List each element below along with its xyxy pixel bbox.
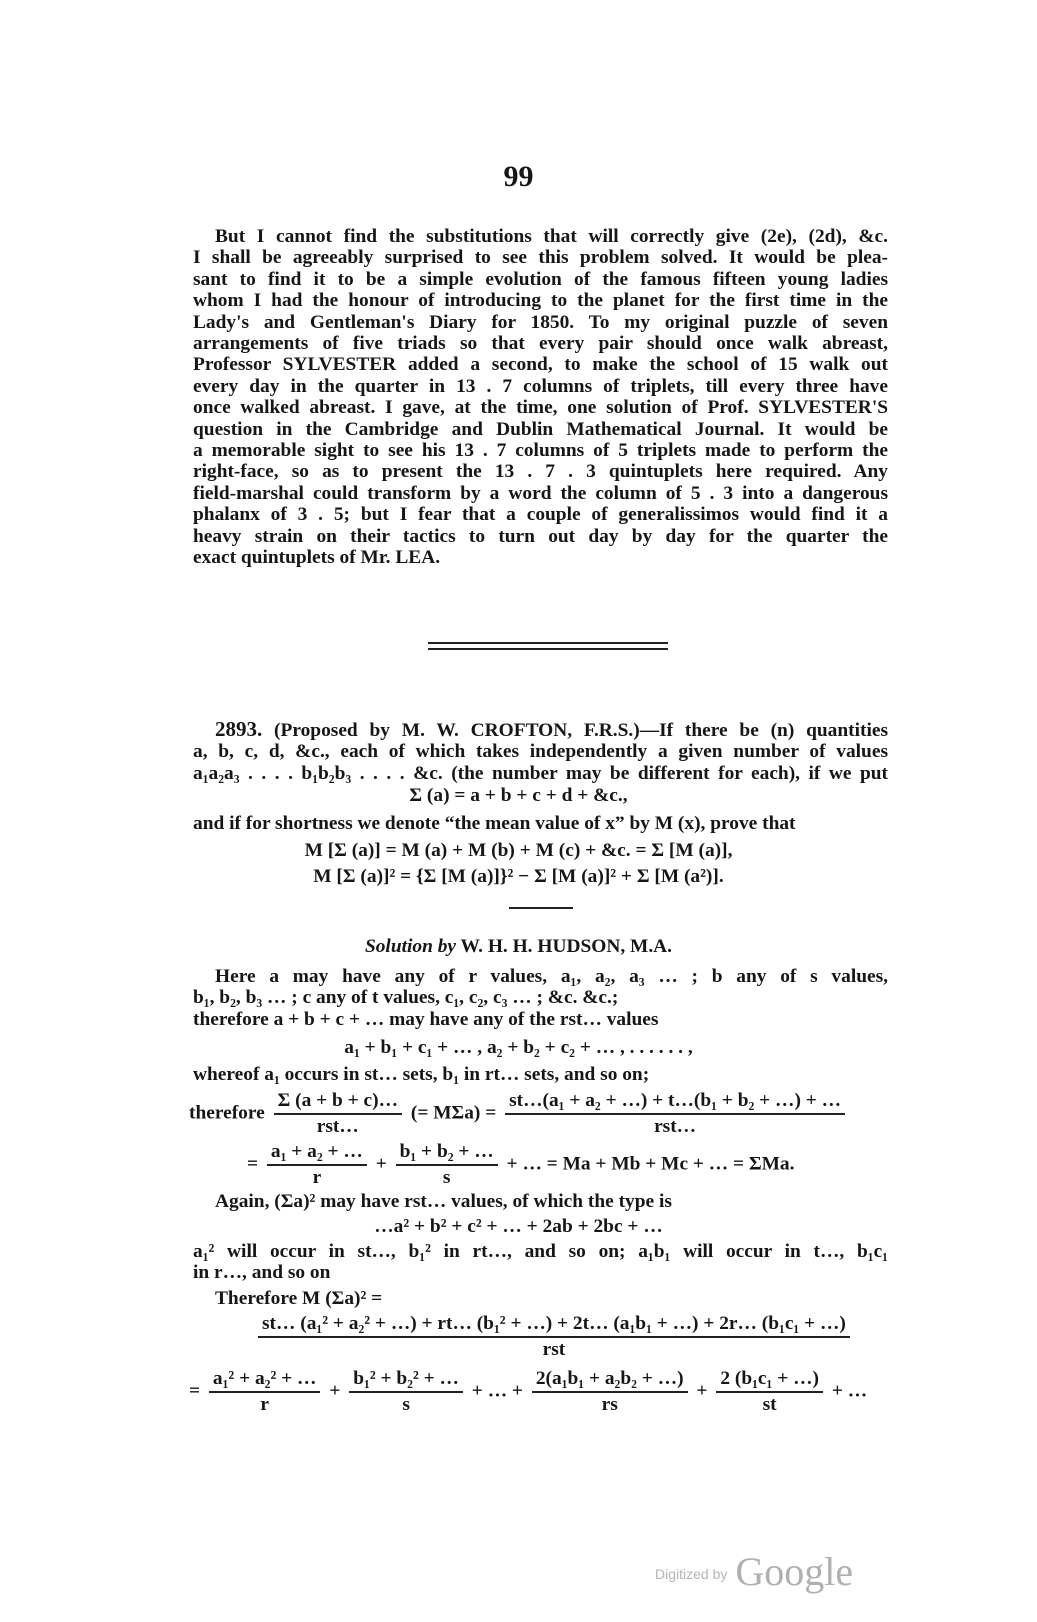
formula-line-1 <box>189 1090 849 1138</box>
whereof-line <box>193 1064 888 1085</box>
equation-1: M [Σ (a)] = M (a) + M (b) + M (c) + &c. = Σ [M (a)], <box>304 840 733 861</box>
numerator: Σ (a + b + c)… <box>274 1090 402 1115</box>
section-divider-top <box>428 642 668 644</box>
short-divider <box>509 907 573 909</box>
digitized-by-google-watermark <box>655 1548 853 1595</box>
text-line: a₁a₂a₃ . . . . b₁b₂b₃ . . . . &c. (the number may be different for each), if we put <box>193 762 888 784</box>
text-line: therefore a + b + c + … may have any of the rst… values <box>193 1008 659 1030</box>
watermark-prefix: Digitized by <box>655 1566 728 1582</box>
text-line: a₁² will occur in st…, b₁² in rt…, and so on; a₁b₁ will occur in t…, b₁c₁ <box>193 1241 888 1262</box>
text-line: a memorable sight to see his 13 . 7 columns of 5 triplets made to perform the <box>193 440 888 462</box>
formula-text: = <box>247 1153 259 1175</box>
formula-text: (= MΣa) = <box>410 1102 497 1124</box>
question-first-line <box>193 719 888 741</box>
fraction <box>396 1141 498 1189</box>
text-line: a, b, c, d, &c., each of which takes independently a given number of values <box>193 741 888 763</box>
fraction <box>267 1141 367 1189</box>
numerator: b₁² + b₂² + … <box>349 1368 463 1393</box>
formula-text: = <box>189 1380 201 1402</box>
sum-definition: Σ (a) = a + b + c + d + &c., <box>409 785 628 806</box>
text-line: Again, (Σa)² may have rst… values, of which the type is <box>215 1191 672 1212</box>
google-logo: Google <box>735 1549 854 1594</box>
text-line: I shall be agreeably surprised to see this problem solved. It would be plea- <box>193 247 888 269</box>
denominator: rst… <box>316 1116 359 1137</box>
intro-paragraph <box>193 226 888 569</box>
therefore-line <box>193 1288 888 1309</box>
denominator: rs <box>601 1394 618 1415</box>
question-paragraph <box>193 719 888 784</box>
solution-heading <box>0 936 1037 958</box>
solution-paragraph <box>193 966 888 1030</box>
solution-label: Solution by <box>364 936 457 957</box>
numerator: 2 (b₁c₁ + …) <box>716 1368 823 1393</box>
fraction <box>505 1090 845 1138</box>
page-number: 99 <box>503 160 534 193</box>
text-line: right-face, so as to present the 13 . 7 . 3 quintuplets here required. Any <box>193 461 888 483</box>
values-line: a₁ + b₁ + c₁ + … , a₂ + b₂ + c₂ + … , . . . . . . , <box>344 1037 693 1058</box>
denominator: r <box>312 1167 322 1188</box>
text-line: and if for shortness we denote “the mean value of x” by M (x), prove that <box>193 813 796 834</box>
formula-text: + … <box>831 1380 868 1402</box>
text-line: whom I had the honour of introducing to the planet for the first time in the <box>193 290 888 312</box>
fraction <box>349 1368 463 1416</box>
formula-line-3 <box>258 1313 850 1361</box>
text-line: sant to find it to be a simple evolution of the famous fifteen young ladies <box>193 268 888 290</box>
formula-line-2 <box>247 1141 794 1189</box>
fraction <box>274 1090 402 1138</box>
text-line: every day in the quarter in 13 . 7 columns of triplets, till every three have <box>193 375 888 397</box>
text-line: exact quintuplets of Mr. LEA. <box>193 547 441 569</box>
denominator: s <box>402 1394 410 1415</box>
denominator: rst <box>542 1339 566 1360</box>
type-line: …a² + b² + c² + … + 2ab + 2bc + … <box>374 1216 663 1237</box>
section-divider-bottom <box>428 648 668 650</box>
text-line: phalanx of 3 . 5; but I fear that a couple of generalissimos would find it a <box>193 504 888 526</box>
text-line: b₁, b₂, b₃ … ; c any of t values, c₁, c₂, c₃ … ; &c. &c.; <box>193 987 619 1009</box>
formula-text: + <box>375 1153 387 1175</box>
numerator: a₁² + a₂² + … <box>209 1368 321 1393</box>
fraction <box>532 1368 688 1416</box>
text-line: Therefore M (Σa)² = <box>215 1288 383 1309</box>
text-line: arrangements of five triads so that every pair should once walk abreast, <box>193 333 888 355</box>
numerator: b₁ + b₂ + … <box>396 1141 498 1166</box>
formula-text: therefore <box>189 1102 265 1124</box>
solution-author: W. H. H. HUDSON, M.A. <box>460 936 673 957</box>
formula-text: + … + <box>471 1380 523 1402</box>
equation-2: M [Σ (a)]² = {Σ [M (a)]}² − Σ [M (a)]² + Σ [M (a²)]. <box>313 866 724 887</box>
formula-line-4 <box>189 1368 867 1416</box>
denominator: st <box>762 1394 777 1415</box>
text-line: But I cannot find the substitutions that will correctly give (2e), (2d), &c. <box>215 226 888 247</box>
numerator: a₁ + a₂ + … <box>267 1141 367 1166</box>
text-line: Professor SYLVESTER added a second, to make the school of 15 walk out <box>193 354 888 376</box>
text-line: once walked abreast. I gave, at the time, one solution of Prof. SYLVESTER'S <box>193 397 888 419</box>
again-line <box>193 1191 888 1212</box>
formula-text: + <box>329 1380 341 1402</box>
text-line: (Proposed by M. W. CROFTON, F.R.S.)—If there be (n) quantities <box>274 720 888 741</box>
text-line: Here a may have any of r values, a₁, a₂, a₃ … ; b any of s values, <box>215 966 888 987</box>
text-line: field-marshal could transform by a word the column of 5 . 3 into a dangerous <box>193 482 888 504</box>
text-line: question in the Cambridge and Dublin Mathematical Journal. It would be <box>193 418 888 440</box>
denominator: rst… <box>654 1116 697 1137</box>
fraction <box>209 1368 321 1416</box>
question-number: 2893. <box>215 717 263 741</box>
denominator: r <box>260 1394 269 1415</box>
occur-paragraph <box>193 1241 888 1284</box>
text-line: in r…, and so on <box>193 1262 331 1284</box>
fraction <box>258 1313 850 1361</box>
text-line: heavy strain on their tactics to turn out day by day for the quarter the <box>193 525 888 547</box>
numerator: st…(a₁ + a₂ + …) + t…(b₁ + b₂ + …) + … <box>505 1090 845 1115</box>
mean-line <box>193 813 888 834</box>
text-line: whereof a₁ occurs in st… sets, b₁ in rt… sets, and so on; <box>193 1064 650 1085</box>
fraction <box>716 1368 823 1416</box>
formula-text: + … = Ma + Mb + Mc + … = ΣMa. <box>506 1153 795 1175</box>
denominator: s <box>442 1167 451 1188</box>
numerator: 2(a₁b₁ + a₂b₂ + …) <box>532 1368 688 1393</box>
formula-text: + <box>696 1380 708 1402</box>
numerator: st… (a₁² + a₂² + …) + rt… (b₁² + …) + 2t… (a₁b₁ + …) + 2r… (b₁c₁ + …) <box>258 1313 850 1338</box>
text-line: Lady's and Gentleman's Diary for 1850. To my original puzzle of seven <box>193 311 888 333</box>
